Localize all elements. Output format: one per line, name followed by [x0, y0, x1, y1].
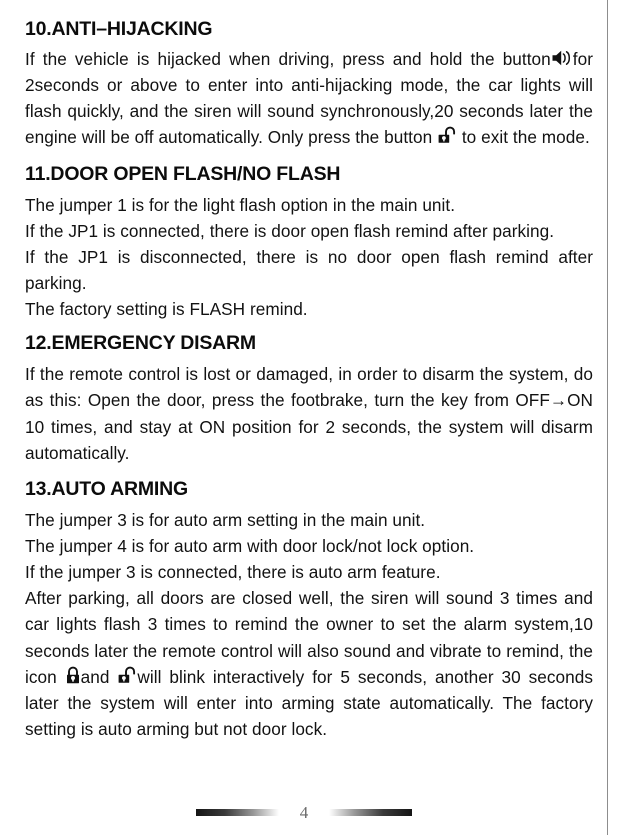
- paragraph: The factory setting is FLASH remind.: [25, 299, 308, 320]
- page-content: [25, 18, 593, 742]
- section-auto-arming: [25, 478, 593, 742]
- body-text: If the vehicle is hijacked when driving, press and hold the button: [25, 49, 551, 69]
- section-heading-door-open-flash: 11.DOOR OPEN FLASH/NO FLASH: [25, 162, 341, 185]
- paragraph: The jumper 3 is for auto arm setting in the main unit.: [25, 509, 426, 530]
- paragraph: If the jumper 3 is connected, there is auto arm feature.: [25, 562, 441, 583]
- body-text: to exit the mode.: [461, 127, 590, 148]
- paragraph: If the remote control is lost or damaged, in order to disarm the system, do as this: Open the door, press the footbrake, turn the key from OFF→ON 10 times, and stay at ON position for 2 seconds, the system will disarm automatically.: [25, 364, 593, 463]
- page-number: 4: [299, 802, 309, 822]
- paragraph: The jumper 1 is for the light flash option in the main unit.: [25, 194, 456, 215]
- section-heading-auto-arming: 13.AUTO ARMING: [25, 477, 188, 500]
- unlock-padlock-icon: [117, 666, 137, 685]
- section-body-anti-hijacking: [25, 46, 593, 151]
- paragraph: If the JP1 is connected, there is door open flash remind after parking.: [25, 220, 555, 241]
- paragraph: [25, 46, 593, 151]
- section-heading-emergency-disarm: 12.EMERGENCY DISARM: [25, 332, 256, 355]
- paragraph: If the JP1 is disconnected, there is no door open flash remind after parking.: [25, 246, 593, 293]
- body-text: and: [80, 666, 110, 687]
- paragraph: The jumper 4 is for auto arm with door lock/not lock option.: [25, 535, 475, 556]
- section-door-open-flash: [25, 163, 593, 323]
- section-body-door-open-flash: [25, 192, 593, 323]
- footer-rule-right: [329, 809, 412, 816]
- section-heading-anti-hijacking: 10.ANTI–HIJACKING: [25, 18, 213, 40]
- body-text: for 2seconds or above to enter into anti-hijacking mode, the car lights will flash quickly, and the siren will sound synchronously,20 seconds later the engine will be off automatically. Only press the button: [25, 49, 593, 148]
- section-emergency-disarm: [25, 332, 593, 466]
- speaker-sound-icon: [551, 49, 573, 67]
- footer-rule-left: [196, 809, 279, 816]
- body-text: will blink interactively for 5 seconds, another 30 seconds later the system will enter into arming state automatically. The factory setting is auto arming but not door lock.: [25, 666, 594, 739]
- scan-edge-line: [607, 0, 608, 835]
- lock-padlock-icon: [65, 666, 81, 685]
- body-text: After parking, all doors are closed well, the siren will sound 3 times and car lights flash 3 times to remind the owner to set the alarm system,10 seconds later the remote control will also sound and vibrate to remind, the icon: [25, 588, 593, 687]
- paragraph: [25, 585, 593, 742]
- section-body-auto-arming: [25, 507, 593, 742]
- unlock-padlock-icon: [437, 126, 457, 145]
- section-body-emergency-disarm: [25, 361, 593, 466]
- page-footer: [0, 799, 608, 825]
- section-anti-hijacking: [25, 18, 593, 151]
